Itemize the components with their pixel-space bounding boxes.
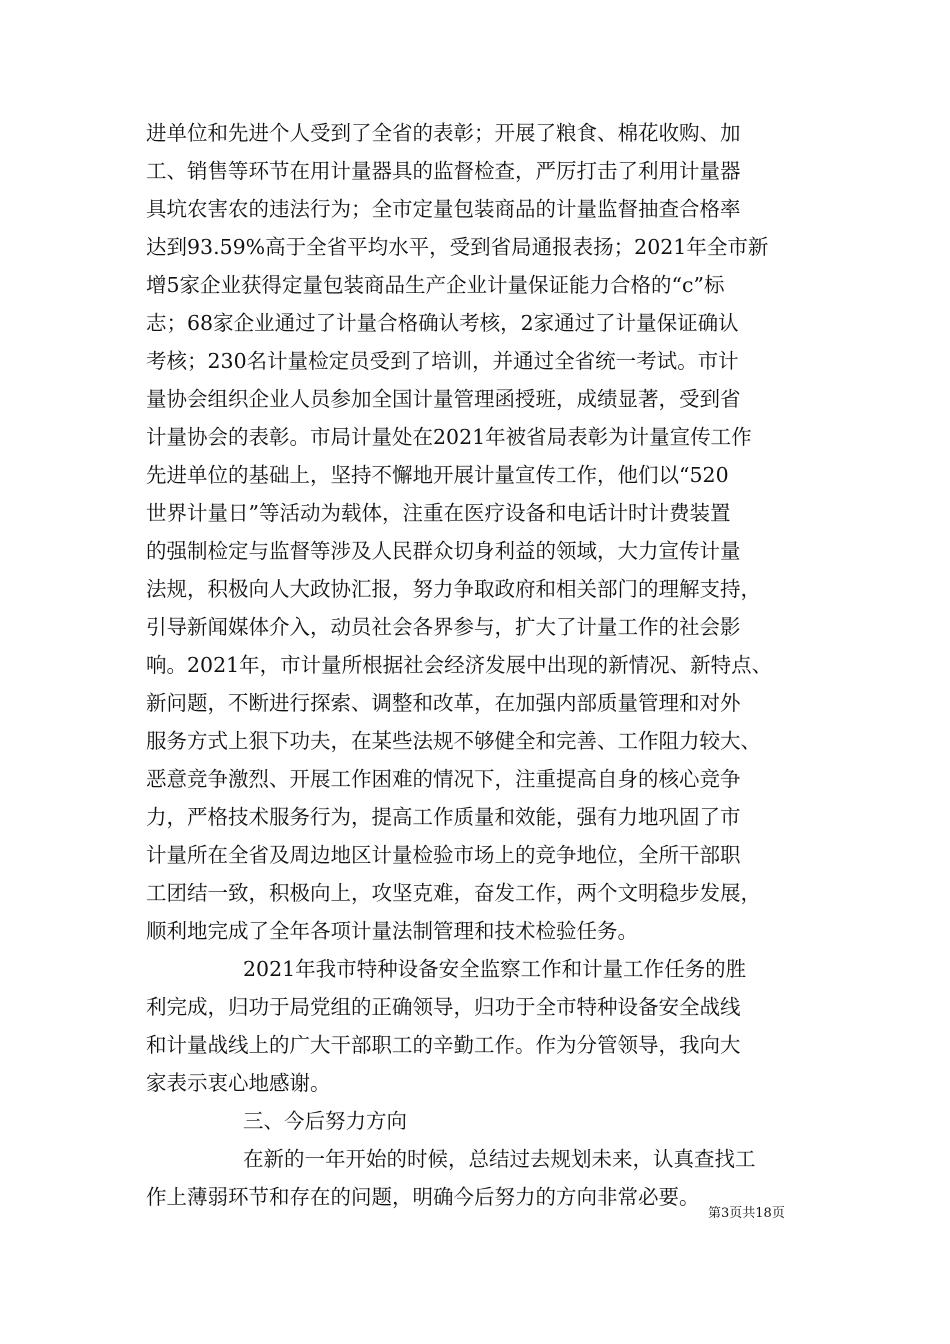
body-text-line: 工团结一致，积极向上，攻坚克难，奋发工作，两个文明稳步发展， [146,881,761,905]
body-text-line: 利完成，归功于局党组的正确领导，归功于全市特种设备安全战线 [146,995,741,1019]
body-text-line: 进单位和先进个人受到了全省的表彰；开展了粮食、棉花收购、加 [146,121,741,145]
body-text-line: 先进单位的基础上，坚持不懈地开展计量宣传工作，他们以“520 [146,463,729,487]
body-text-line: 达到93.59%高于全省平均水平，受到省局通报表扬；2021年全市新 [146,235,769,259]
body-text-line: 计量协会的表彰。市局计量处在2021年被省局表彰为计量宣传工作 [146,425,752,449]
paragraph-first-line: 在新的一年开始的时候，总结过去规划未来，认真查找工 [243,1147,756,1171]
body-text-line: 恶意竞争激烈、开展工作困难的情况下，注重提高自身的核心竞争 [146,767,741,791]
body-text-line: 世界计量日”等活动为载体，注重在医疗设备和电话计时计费装置 [146,501,731,525]
body-text-line: 响。2021年，市计量所根据社会经济发展中出现的新情况、新特点、 [146,653,773,677]
page-number-footer: 第3页共18页 [708,1206,785,1221]
section-heading: 三、今后努力方向 [243,1109,407,1133]
body-text-line: 作上薄弱环节和存在的问题，明确今后努力的方向非常必要。 [146,1185,700,1209]
body-text-line: 法规，积极向人大政协汇报，努力争取政府和相关部门的理解支持， [146,577,761,601]
body-text-line: 增5家企业获得定量包装商品生产企业计量保证能力合格的“c”标 [146,273,725,297]
body-text-line: 的强制检定与监督等涉及人民群众切身利益的领域，大力宣传计量 [146,539,741,563]
body-text-line: 工、销售等环节在用计量器具的监督检查，严厉打击了利用计量器 [146,159,741,183]
body-text-line: 力，严格技术服务行为，提高工作质量和效能，强有力地巩固了市 [146,805,741,829]
body-text-line: 新问题，不断进行探索、调整和改革，在加强内部质量管理和对外 [146,691,741,715]
body-text-line: 服务方式上狠下功夫，在某些法规不够健全和完善、工作阻力较大、 [146,729,761,753]
body-text-line: 量协会组织企业人员参加全国计量管理函授班，成绩显著，受到省 [146,387,741,411]
body-text-line: 家表示衷心地感谢。 [146,1071,331,1095]
body-text-line: 顺利地完成了全年各项计量法制管理和技术检验任务。 [146,919,638,943]
body-text-line: 计量所在全省及周边地区计量检验市场上的竞争地位，全所干部职 [146,843,741,867]
body-text-line: 考核；230名计量检定员受到了培训，并通过全省统一考试。市计 [146,349,739,373]
body-text-line: 志；68家企业通过了计量合格确认考核，2家通过了计量保证确认 [146,311,739,335]
paragraph-first-line: 2021年我市特种设备安全监察工作和计量工作任务的胜 [243,957,747,981]
body-text-line: 和计量战线上的广大干部职工的辛勤工作。作为分管领导，我向大 [146,1033,741,1057]
body-text-line: 引导新闻媒体介入，动员社会各界参与，扩大了计量工作的社会影 [146,615,741,639]
body-text-line: 具坑农害农的违法行为；全市定量包装商品的计量监督抽查合格率 [146,197,741,221]
